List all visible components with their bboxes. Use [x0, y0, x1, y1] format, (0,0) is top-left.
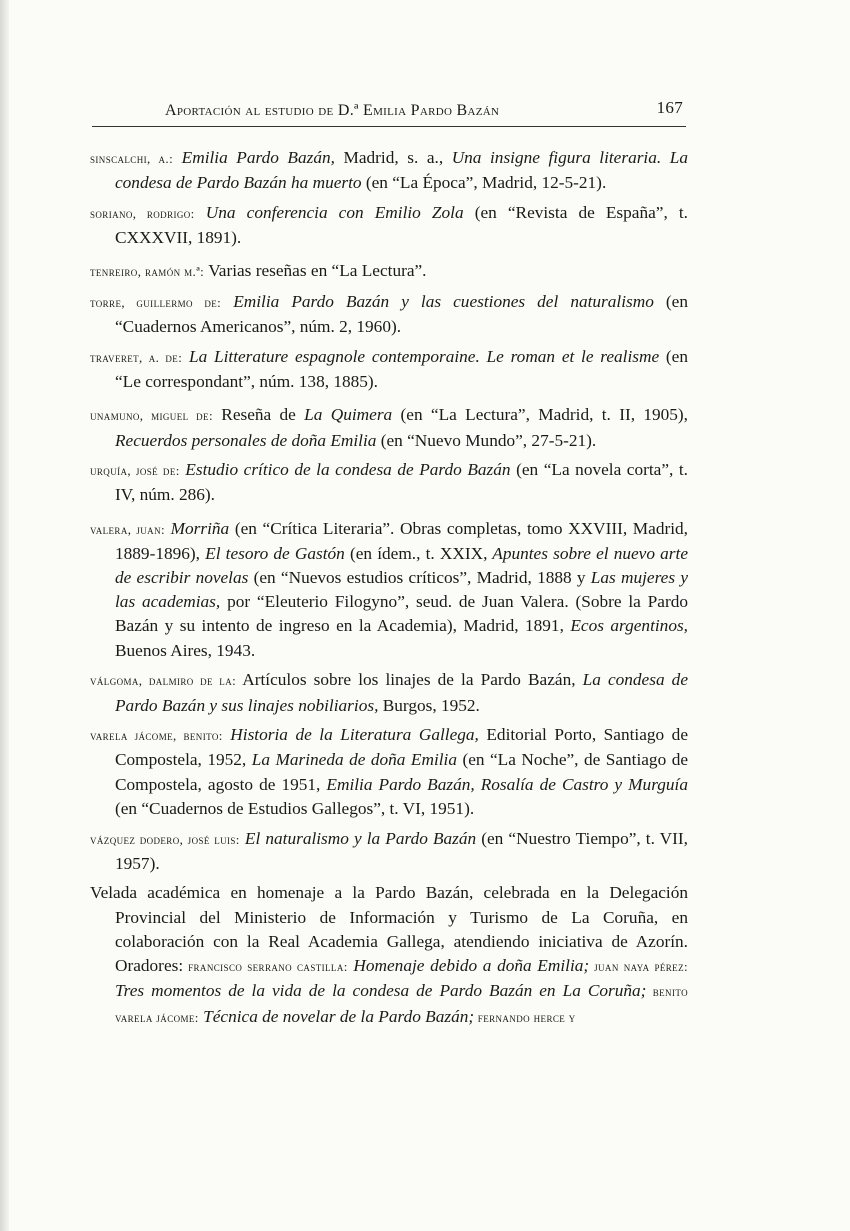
entry-title: Emilia Pardo Bazán, — [173, 148, 335, 167]
page-edge-shadow — [0, 0, 9, 1231]
entry-title: Técnica de novelar de la Pardo Bazán; — [198, 1006, 475, 1026]
entry-text: (en “La Lectura”, Madrid, t. II, 1905), — [392, 405, 688, 425]
entry-title: Estudio crítico de la condesa de Pardo Bazán — [179, 460, 511, 480]
entry-title: Emilia Pardo Bazán y las cuestiones del naturalismo — [221, 292, 654, 312]
entry-text: (en “Crítica Literaria”. Obras completas, tomo XXVIII, Madrid, 1889-1896), — [115, 518, 688, 563]
entry-author: sinscalchi, a.: — [90, 151, 174, 166]
entry-title: Emilia Pardo Bazán, Rosalía de Castro y Murguía — [320, 774, 688, 794]
bib-entry-traveret — [90, 345, 688, 394]
entry-title: La condesa de Pardo Bazán y sus linajes nobiliarios, — [115, 670, 688, 715]
entry-title: Recuerdos personales de doña Emilia — [115, 430, 377, 450]
entry-text: Reseña de — [212, 405, 296, 425]
entry-text: Buenos Aires, 1943. — [115, 640, 256, 660]
entry-title: Historia de la Literatura Gallega, — [222, 725, 479, 745]
entry-title: Tres momentos de la vida de la condesa de Pardo Bazán en La Coruña; — [115, 981, 647, 1001]
entry-title: Apuntes sobre el nuevo arte de escribir novelas — [115, 543, 688, 588]
entry-text: (en “Cuadernos de Estudios Gallegos”, t. VI, 1951). — [115, 798, 475, 818]
entry-text: Velada académica en homenaje a la Pardo Bazán, celebrada en la Delegación Provincial del Ministerio de Información y Turismo de La Coruña, en colaboración con la Real Academia Gallega, atendiendo iniciativa de Azorín. Oradores: — [90, 883, 688, 976]
entry-title: El naturalismo y la Pardo Bazán — [239, 828, 477, 848]
bibliography-list — [90, 146, 688, 1035]
entry-author: fernando herce y — [474, 1009, 576, 1025]
entry-title: El tesoro de Gastón — [199, 543, 345, 563]
entry-text: (en “Le correspondant”, núm. 138, 1885). — [115, 346, 688, 392]
entry-text: (en “La Época”, Madrid, 12-5-21). — [361, 173, 607, 193]
entry-text: Editorial Porto, Santiago de Compostela, 1952, — [115, 725, 688, 770]
page-number: 167 — [656, 98, 683, 117]
entry-title: Homenaje debido a doña Emilia; — [347, 956, 590, 976]
entry-author: varela jácome, benito: — [90, 728, 223, 744]
bib-entry-valgoma — [90, 668, 688, 717]
bib-entry-sinscalchi — [90, 146, 688, 195]
entry-text: Burgos, 1952. — [378, 695, 480, 715]
entry-author: benito varela jácome: — [115, 984, 688, 1025]
entry-text: (en “La novela corta”, t. IV, núm. 286). — [115, 460, 688, 505]
bib-entry-valera — [90, 517, 688, 663]
entry-title: La Litterature espagnole contemporaine. Le roman et le realisme — [182, 346, 660, 366]
entry-author: traveret, a. de: — [90, 349, 183, 365]
entry-title: La Quimera — [295, 405, 393, 425]
entry-author: urquía, josé de: — [90, 463, 180, 479]
bib-entry-varela-jacome — [90, 723, 688, 821]
entry-text: (en “Revista de España”, t. CXXXVII, 1891). — [115, 202, 688, 248]
bib-entry-vazquez-dodero — [90, 827, 688, 876]
entry-author: juan naya pérez: — [589, 959, 688, 975]
bib-entry-urquia — [90, 458, 688, 507]
entry-title: La Marineda de doña Emilia — [246, 750, 457, 770]
bib-entry-unamuno — [90, 403, 688, 452]
entry-author: vázquez dodero, josé luis: — [90, 831, 240, 847]
bib-entry-velada — [90, 881, 688, 1029]
entry-author: soriano, rodrigo: — [90, 205, 195, 221]
entry-text: (en “Nuevo Mundo”, 27-5-21). — [376, 430, 597, 450]
entry-author: válgoma, dalmiro de la: — [90, 673, 237, 689]
entry-text: (en “Cuadernos Americanos”, núm. 2, 1960). — [115, 292, 688, 337]
entry-text: (en “Nuevos estudios críticos”, Madrid, 1888 y — [248, 568, 586, 588]
entry-text: Artículos sobre los linajes de la Pardo Bazán, — [236, 670, 576, 690]
entry-author: torre, guillermo de: — [90, 295, 222, 311]
entry-author: unamuno, miguel de: — [90, 408, 213, 424]
entry-text: Madrid, s. a., — [334, 148, 444, 167]
running-title: Aportación al estudio de D.ª Emilia Pardo Bazán — [165, 102, 500, 119]
bib-entry-tenreiro — [90, 259, 688, 284]
running-header — [165, 98, 683, 124]
entry-title: Una insigne figura literaria. La condesa de Pardo Bazán ha muerto — [115, 148, 688, 193]
entry-title: Morriña — [164, 518, 230, 538]
entry-author: valera, juan: — [90, 521, 165, 537]
entry-title: Ecos argentinos, — [563, 616, 689, 636]
entry-author: francisco serrano castilla: — [183, 959, 348, 975]
entry-author: tenreiro, ramón m.ª: — [90, 264, 205, 280]
entry-text: por “Eleuterio Filogyno”, seud. de Juan Valera. (Sobre la Pardo Bazán y su intento de ingreso en la Academia), Madrid, 1891, — [115, 592, 688, 636]
entry-text: (en ídem., t. XXIX, — [344, 543, 488, 563]
header-rule — [92, 126, 686, 127]
bib-entry-torre — [90, 290, 688, 339]
entry-text: (en “La Noche”, de Santiago de Compostela, agosto de 1951, — [115, 750, 689, 794]
bib-entry-soriano — [90, 201, 688, 250]
entry-text: (en “Nuestro Tiempo”, t. VII, 1957). — [115, 828, 688, 873]
entry-text: Varias reseñas en “La Lectura”. — [204, 261, 427, 281]
entry-title: Una conferencia con Emilio Zola — [194, 202, 464, 222]
entry-title: Las mujeres y las academias, — [115, 568, 688, 612]
